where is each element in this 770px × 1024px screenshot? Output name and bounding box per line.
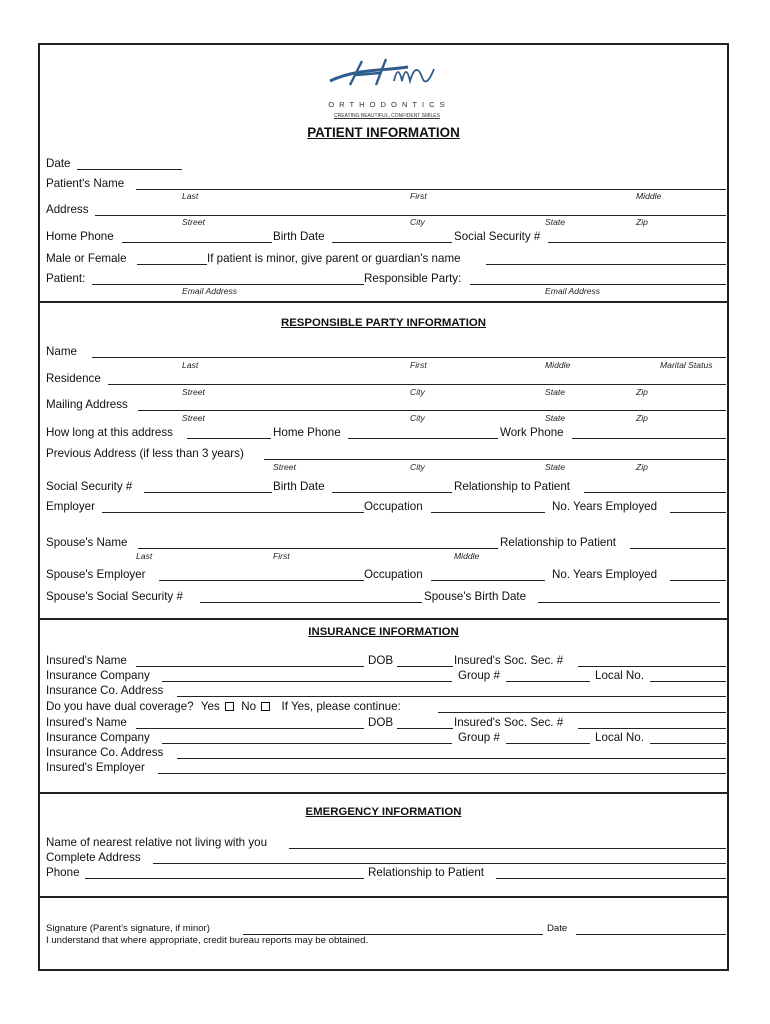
rp-relationship-field[interactable]	[584, 492, 726, 493]
dual-coverage-row	[46, 700, 401, 714]
em-relative-field[interactable]	[289, 848, 726, 849]
spouse-occupation-label: Occupation	[364, 568, 423, 581]
home-phone-label: Home Phone	[46, 230, 114, 243]
rp-prev-street: Street	[273, 462, 296, 472]
ins2-local-label: Local No.	[595, 731, 644, 744]
insurance-section-title: INSURANCE INFORMATION	[308, 626, 459, 638]
em-relationship-label: Relationship to Patient	[368, 866, 485, 879]
responsible-section	[40, 301, 727, 620]
ssn-field[interactable]	[548, 242, 726, 243]
rp-employer-label: Employer	[46, 500, 95, 513]
date-label: Date	[46, 157, 71, 170]
rp-years-field[interactable]	[670, 512, 726, 513]
ins2-name-field[interactable]	[136, 728, 364, 729]
patients-name-field[interactable]	[136, 189, 726, 190]
rp-home-phone-field[interactable]	[348, 438, 498, 439]
rp-relationship-label: Relationship to Patient	[454, 480, 571, 493]
sub-zip: Zip	[636, 217, 648, 227]
rp-prev-city: City	[410, 462, 425, 472]
rp-sub-marital: Marital Status	[660, 360, 713, 370]
logo	[310, 51, 460, 121]
spouse-sub-first: First	[273, 551, 290, 561]
rp-how-long-label: How long at this address	[46, 426, 173, 439]
sub-email-patient: Email Address	[182, 286, 238, 296]
rp-birth-field[interactable]	[332, 492, 452, 493]
rp-name-field[interactable]	[92, 357, 726, 358]
rp-sub-first: First	[410, 360, 427, 370]
rp-res-state: State	[545, 387, 566, 397]
spouse-sub-last: Last	[136, 551, 153, 561]
rp-previous-field[interactable]	[264, 459, 726, 460]
spouse-birth-label: Spouse's Birth Date	[424, 590, 527, 603]
signature-section	[40, 896, 727, 973]
rp-work-phone-label: Work Phone	[500, 426, 564, 439]
ins2-company-field[interactable]	[162, 743, 452, 744]
spouse-name-label: Spouse's Name	[46, 536, 128, 549]
ins-dob-field[interactable]	[397, 666, 453, 667]
spouse-birth-field[interactable]	[538, 602, 720, 603]
ins-local-field[interactable]	[650, 681, 726, 682]
dual-coverage-question: Do you have dual coverage?	[46, 700, 194, 713]
ins-group-label: Group #	[458, 669, 500, 682]
em-phone-label: Phone	[46, 866, 80, 879]
rp-home-phone-label: Home Phone	[273, 426, 341, 439]
patient-email-label: Patient:	[46, 272, 86, 285]
rp-how-long-field[interactable]	[187, 438, 271, 439]
patients-name-label: Patient's Name	[46, 177, 125, 190]
sub-state: State	[545, 217, 566, 227]
ins-group-field[interactable]	[506, 681, 590, 682]
date-field[interactable]	[77, 169, 182, 170]
spouse-years-label: No. Years Employed	[552, 568, 658, 581]
sub-middle: Middle	[636, 191, 662, 201]
birth-date-field[interactable]	[332, 242, 452, 243]
rp-employer-field[interactable]	[102, 512, 364, 513]
minor-guardian-label: If patient is minor, give parent or guardian's name	[207, 252, 461, 265]
ins2-company-label: Insurance Company	[46, 731, 150, 744]
ins2-ssn-field[interactable]	[578, 728, 726, 729]
spouse-years-field[interactable]	[670, 580, 726, 581]
ins-ssn-label: Insured's Soc. Sec. #	[454, 654, 564, 667]
guardian-name-field[interactable]	[486, 264, 726, 265]
logo-tagline: CREATING BEAUTIFUL, CONFIDENT SMILES	[334, 113, 440, 119]
patient-form	[38, 43, 729, 971]
em-address-label: Complete Address	[46, 851, 141, 864]
spouse-employer-field[interactable]	[159, 580, 364, 581]
sub-city: City	[410, 217, 425, 227]
ins2-local-field[interactable]	[650, 743, 726, 744]
rp-previous-label: Previous Address (if less than 3 years)	[46, 447, 244, 460]
rp-work-phone-field[interactable]	[572, 438, 726, 439]
credit-disclaimer: I understand that where appropriate, credit bureau reports may be obtained.	[46, 935, 369, 946]
em-relative-label: Name of nearest relative not living with you	[46, 836, 268, 849]
dual-no-label: No	[241, 700, 257, 713]
rp-sub-middle: Middle	[545, 360, 571, 370]
address-label: Address	[46, 203, 89, 216]
ins-ssn-field[interactable]	[578, 666, 726, 667]
spouse-occupation-field[interactable]	[431, 580, 545, 581]
ins2-dob-label: DOB	[368, 716, 394, 729]
rp-res-zip: Zip	[636, 387, 648, 397]
ins-company-label: Insurance Company	[46, 669, 150, 682]
rp-mail-zip: Zip	[636, 413, 648, 423]
ins-address-field[interactable]	[177, 696, 726, 697]
signature-date-field[interactable]	[576, 934, 726, 935]
rp-ssn-field[interactable]	[144, 492, 272, 493]
sub-email-responsible: Email Address	[545, 286, 601, 296]
dual-no-checkbox[interactable]	[261, 702, 270, 711]
rp-prev-state: State	[545, 462, 566, 472]
responsible-section-title: RESPONSIBLE PARTY INFORMATION	[280, 317, 487, 329]
rp-mailing-field[interactable]	[138, 410, 726, 411]
rp-years-label: No. Years Employed	[552, 500, 658, 513]
signature-date-label: Date	[547, 923, 568, 934]
rp-ssn-label: Social Security #	[46, 480, 133, 493]
ins-name-field[interactable]	[136, 666, 364, 667]
ins2-address-field[interactable]	[177, 758, 726, 759]
ins-employer-field[interactable]	[158, 773, 726, 774]
rp-occupation-label: Occupation	[364, 500, 423, 513]
rp-residence-label: Residence	[46, 372, 101, 385]
ins-dob-label: DOB	[368, 654, 394, 667]
ins-address-label: Insurance Co. Address	[46, 684, 164, 697]
rp-res-street: Street	[182, 387, 205, 397]
spouse-relationship-field[interactable]	[630, 548, 726, 549]
spouse-employer-label: Spouse's Employer	[46, 568, 146, 581]
emergency-section-title: EMERGENCY INFORMATION	[305, 806, 462, 818]
male-female-label: Male or Female	[46, 252, 127, 265]
if-yes-label: If Yes, please continue:	[281, 700, 401, 713]
ssn-label: Social Security #	[454, 230, 541, 243]
sub-first: First	[410, 191, 427, 201]
patient-section-title: PATIENT INFORMATION	[307, 125, 460, 140]
em-relationship-field[interactable]	[496, 878, 726, 879]
ins-name-label: Insured's Name	[46, 654, 127, 667]
address-field[interactable]	[95, 215, 726, 216]
spouse-sub-middle: Middle	[454, 551, 480, 561]
sub-last: Last	[182, 191, 199, 201]
spouse-relationship-label: Relationship to Patient	[500, 536, 617, 549]
spouse-name-field[interactable]	[138, 548, 498, 549]
rp-prev-zip: Zip	[636, 462, 648, 472]
spouse-ssn-label: Spouse's Social Security #	[46, 590, 183, 603]
responsible-email-label: Responsible Party:	[364, 272, 462, 285]
ins2-dob-field[interactable]	[397, 728, 453, 729]
dual-yes-checkbox[interactable]	[225, 702, 234, 711]
emergency-section	[40, 792, 727, 898]
rp-mail-city: City	[410, 413, 425, 423]
ins2-group-field[interactable]	[506, 743, 590, 744]
sub-street: Street	[182, 217, 205, 227]
rp-birth-label: Birth Date	[273, 480, 325, 493]
insurance-section	[40, 618, 727, 794]
signature-label: Signature (Parent's signature, if minor)	[46, 923, 210, 934]
rp-name-label: Name	[46, 345, 77, 358]
ins-local-label: Local No.	[595, 669, 644, 682]
ins-employer-label: Insured's Employer	[46, 761, 145, 774]
spouse-ssn-field[interactable]	[200, 602, 422, 603]
home-phone-field[interactable]	[122, 242, 272, 243]
rp-mail-street: Street	[182, 413, 205, 423]
ins2-group-label: Group #	[458, 731, 500, 744]
ins-company-field[interactable]	[162, 681, 452, 682]
ins2-address-label: Insurance Co. Address	[46, 746, 164, 759]
rp-mail-state: State	[545, 413, 566, 423]
ins2-name-label: Insured's Name	[46, 716, 127, 729]
birth-date-label: Birth Date	[273, 230, 325, 243]
rp-sub-last: Last	[182, 360, 199, 370]
patient-email-field[interactable]	[92, 284, 364, 285]
dual-continue-field[interactable]	[438, 712, 726, 713]
logo-brand-word: ORTHODONTICS	[328, 100, 450, 109]
em-phone-field[interactable]	[85, 878, 364, 879]
rp-occupation-field[interactable]	[431, 512, 545, 513]
rp-mailing-label: Mailing Address	[46, 398, 128, 411]
em-address-field[interactable]	[153, 863, 726, 864]
ins2-ssn-label: Insured's Soc. Sec. #	[454, 716, 564, 729]
dual-yes-label: Yes	[200, 700, 220, 713]
rp-residence-field[interactable]	[108, 384, 726, 385]
responsible-email-field[interactable]	[470, 284, 726, 285]
male-female-field[interactable]	[137, 264, 207, 265]
rp-res-city: City	[410, 387, 425, 397]
